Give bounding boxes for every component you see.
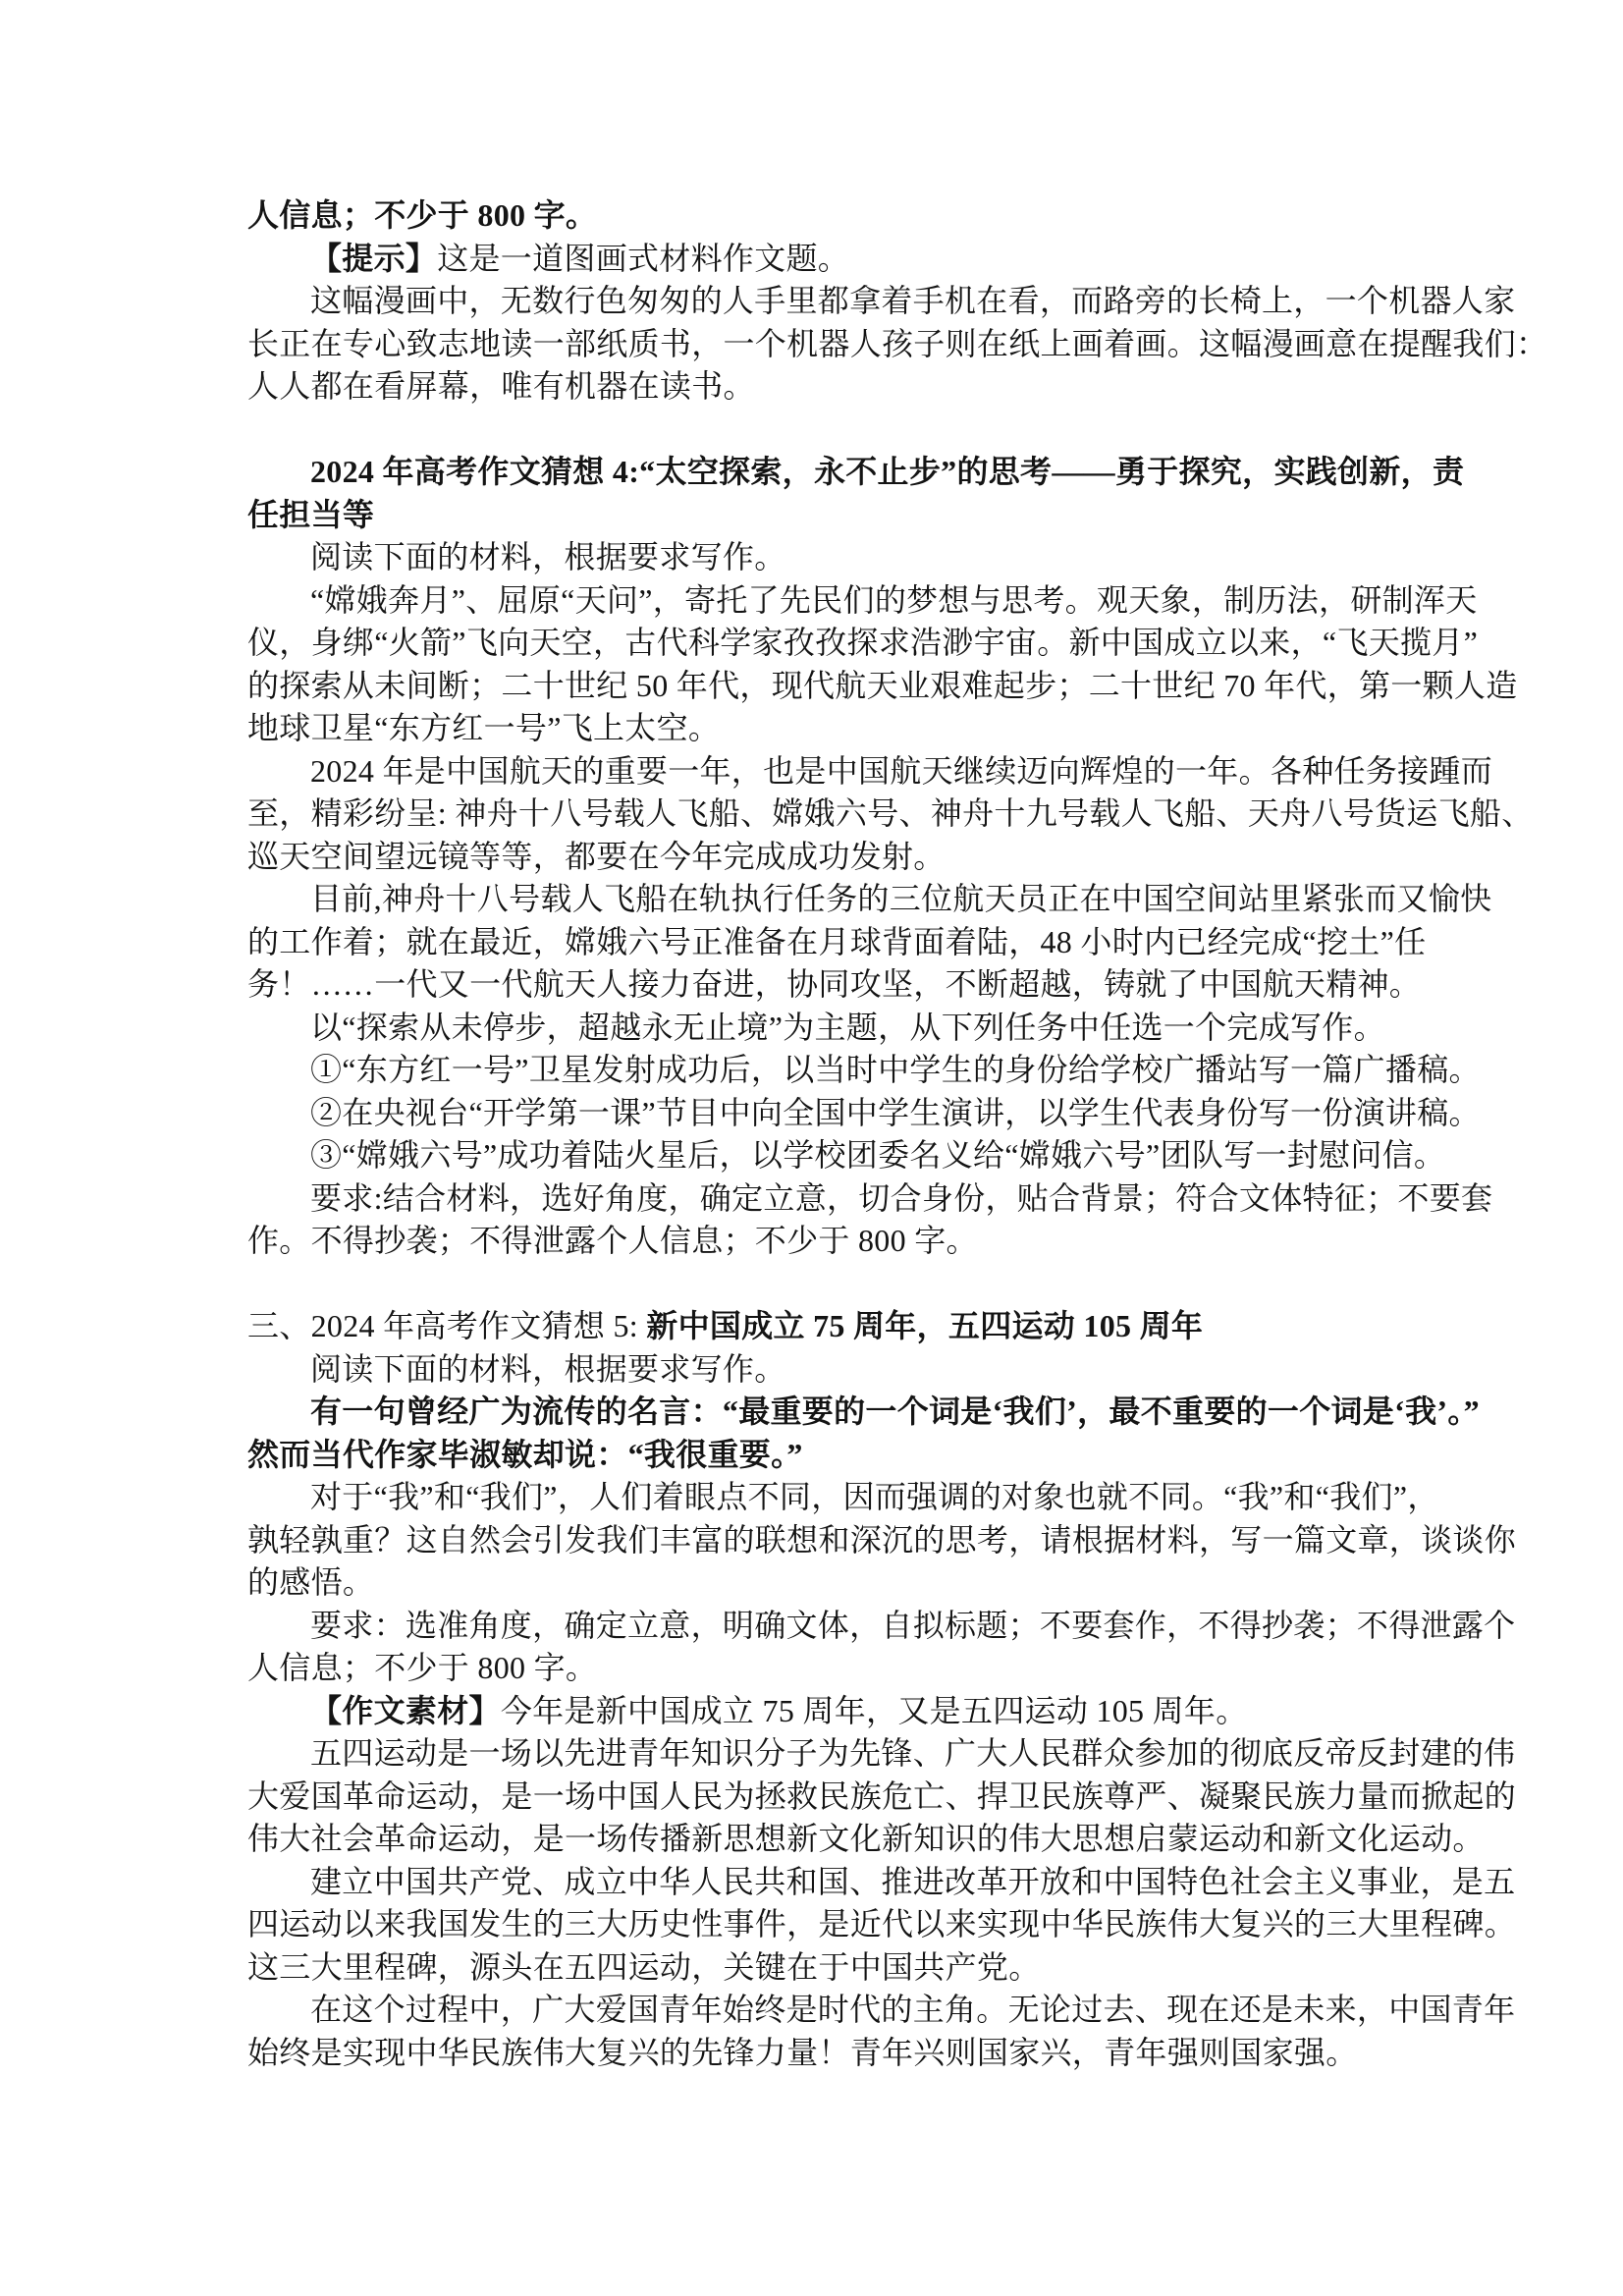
text-segment: 阅读下面的材料，根据要求写作。 (310, 1350, 786, 1387)
text-line (247, 921, 1427, 964)
text-line (247, 665, 1518, 708)
text-segment: 2024 年是中国航天的重要一年，也是中国航天继续迈向辉煌的一年。各种任务接踵而 (310, 752, 1493, 789)
text-segment: 建立中国共产党、成立中华人民共和国、推进改革开放和中国特色社会主义事业，是五 (310, 1863, 1516, 1899)
text-line (247, 963, 1422, 1007)
text-segment: 目前,神舟十八号载人飞船在轨执行任务的三位航天员正在中国空间站里紧张而又愉快 (310, 881, 1492, 916)
text-segment: 长正在专心致志地读一部纸质书，一个机器人孩子则在纸上画着画。这幅漫画意在提醒我们： (247, 325, 1548, 361)
text-segment: 这幅漫画中，无数行色匆匆的人手里都拿着手机在看，而路旁的长椅上，一个机器人家 (310, 283, 1516, 318)
text-segment: 的工作着；就在最近，嫦娥六号正准备在月球背面着陆，48 小时内已经完成“挖土”任 (247, 923, 1427, 959)
text-segment: ②在央视台“开学第一课”节目中向全国中学生演讲，以学生代表身份写一份演讲稿。 (310, 1094, 1481, 1130)
text-line (247, 2032, 1381, 2075)
text-line (247, 1732, 1516, 1776)
text-line (247, 1476, 1439, 1519)
text-line (247, 1861, 1516, 1904)
text-segment: 始终是实现中华民族伟大复兴的先锋力量！青年兴则国家兴，青年强则国家强。 (247, 2034, 1358, 2070)
text-line (247, 323, 1548, 366)
blank-line (247, 1263, 1381, 1306)
text-segment: 人信息；不少于 800 字。 (247, 1650, 598, 1685)
text-segment: 作。不得抄袭；不得泄露个人信息；不少于 800 字。 (247, 1223, 978, 1258)
text-segment: 孰轻孰重？这自然会引发我们丰富的联想和深沉的思考，请根据材料，写一篇文章，谈谈你 (247, 1521, 1517, 1558)
text-line (247, 1434, 1381, 1477)
text-line (247, 1220, 1381, 1263)
text-segment: 务！……一代又一代航天人接力奋进，协同攻坚，不断超越，铸就了中国航天精神。 (247, 966, 1422, 1002)
text-line (247, 1989, 1516, 2032)
text-line (247, 365, 1381, 409)
text-line (247, 536, 1381, 579)
text-line (247, 1903, 1517, 1946)
text-segment: 伟大社会革命运动，是一场传播新思想新文化新知识的伟大思想启蒙运动和新文化运动。 (247, 1821, 1485, 1856)
text-segment: ③“嫦娥六号”成功着陆火星后，以学校团委名义给“嫦娥六号”团队写一封慰问信。 (310, 1137, 1446, 1173)
text-segment: 仪，身绑“火箭”飞向天空，古代科学家孜孜探求浩渺宇宙。新中国成立以来，“飞天揽月” (247, 625, 1479, 660)
text-segment: 大爱国革命运动，是一场中国人民为拯救民族危亡、捍卫民族尊严、凝聚民族力量而掀起的 (247, 1777, 1517, 1814)
text-line (247, 1776, 1517, 1819)
text-segment: ①“东方红一号”卫星发射成功后，以当时中学生的身份给学校广播站写一篇广播稿。 (310, 1052, 1481, 1087)
text-segment: 以“探索从未停步，超越永无止境”为主题，从下列任务中任选一个完成写作。 (310, 1009, 1385, 1045)
text-segment: 对于“我”和“我们”，人们着眼点不同，因而强调的对象也就不同。“我”和“我们”， (310, 1479, 1439, 1514)
text-line (247, 494, 1381, 537)
text-line (247, 1007, 1385, 1050)
text-line (247, 1134, 1446, 1177)
text-segment: 【提示】 (310, 240, 438, 276)
text-segment: 【作文素材】 (310, 1692, 501, 1728)
text-line (247, 1519, 1517, 1562)
text-line (247, 451, 1465, 494)
text-line (247, 1561, 1381, 1605)
text-segment: 要求:结合材料，选好角度，确定立意，切合身份，贴合背景；符合文体特征；不要套 (310, 1179, 1493, 1216)
text-segment: 任担当等 (247, 496, 375, 532)
text-line (247, 707, 1381, 750)
text-segment: 今年是新中国成立 75 周年，又是五四运动 105 周年。 (500, 1692, 1248, 1728)
text-line (247, 1605, 1516, 1648)
text-segment: 在这个过程中，广大爱国青年始终是时代的主角。无论过去、现在还是未来，中国青年 (310, 1992, 1516, 2027)
text-line (247, 194, 1381, 238)
text-line (247, 1818, 1485, 1861)
text-line (247, 1946, 1381, 1990)
text-segment: 人信息；不少于 800 字。 (247, 197, 598, 233)
text-line (247, 579, 1478, 623)
text-segment: 人人都在看屏幕，唯有机器在读书。 (247, 368, 755, 404)
text-segment: 要求：选准角度，确定立意，明确文体，自拟标题；不要套作，不得抄袭；不得泄露个 (310, 1607, 1516, 1643)
text-line (247, 1690, 1381, 1733)
text-segment: 地球卫星“东方红一号”飞上太空。 (247, 710, 721, 745)
text-segment: “嫦娥奔月”、屈原“天问”，寄托了先民们的梦想与思考。观天象，制历法，研制浑天 (310, 581, 1478, 618)
text-line (247, 793, 1534, 836)
text-line (247, 1177, 1493, 1221)
text-segment: 然而当代作家毕淑敏却说：“我很重要。” (247, 1436, 803, 1472)
text-segment: 五四运动是一场以先进青年知识分子为先锋、广大人民群众参加的彻底反帝反封建的伟 (310, 1735, 1516, 1771)
text-segment: 有一句曾经广为流传的名言：“最重要的一个词是‘我们’，最不重要的一个词是‘我’。” (310, 1394, 1480, 1429)
text-segment: 这是一道图画式材料作文题。 (437, 240, 850, 276)
text-segment: 的感悟。 (247, 1564, 375, 1600)
text-line (247, 836, 1381, 879)
text-line (247, 1092, 1481, 1135)
text-segment: 阅读下面的材料，根据要求写作。 (310, 539, 786, 574)
blank-line (247, 409, 1381, 452)
text-segment: 新中国成立 75 周年，五四运动 105 周年 (646, 1308, 1204, 1343)
text-line (247, 1647, 1381, 1690)
text-segment: 的探索从未间断；二十世纪 50 年代，现代航天业艰难起步；二十世纪 70 年代，第一颗人造 (247, 667, 1518, 703)
text-segment: 至，精彩纷呈: 神舟十八号载人飞船、嫦娥六号、神舟十九号载人飞船、天舟八号货运飞船、 (247, 795, 1534, 831)
text-line (247, 1049, 1481, 1092)
text-line (247, 280, 1516, 323)
text-line (247, 1391, 1480, 1434)
text-line (247, 238, 1381, 281)
text-line (247, 1348, 1381, 1392)
text-segment: 这三大里程碑，源头在五四运动，关键在于中国共产党。 (247, 1948, 1041, 1985)
document-content (247, 194, 1548, 2074)
text-line (247, 878, 1492, 921)
text-segment: 2024 年高考作文猜想 4:“太空探索，永不止步”的思考——勇于探究，实践创新，责 (310, 454, 1465, 489)
text-line (247, 1305, 1381, 1348)
text-line (247, 622, 1479, 665)
text-segment: 四运动以来我国发生的三大历史性事件，是近代以来实现中华民族伟大复兴的三大里程碑。 (247, 1906, 1517, 1941)
text-segment: 三、2024 年高考作文猜想 5: (247, 1308, 647, 1343)
text-segment: 巡天空间望远镜等等，都要在今年完成成功发射。 (247, 838, 946, 874)
text-line (247, 750, 1493, 793)
